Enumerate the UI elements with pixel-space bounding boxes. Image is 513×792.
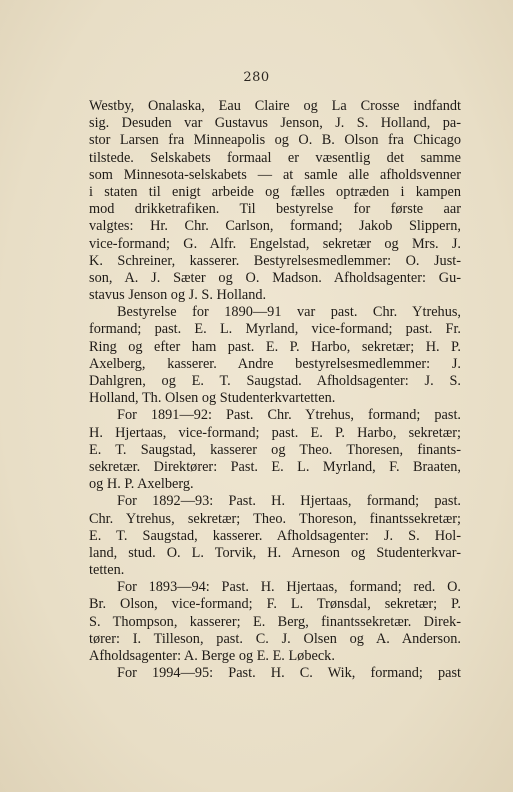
text-line: og H. P. Axelberg. [89, 476, 194, 493]
text-line: sig. Desuden var Gustavus Jenson, J. S. Holland, pa- [89, 115, 461, 132]
text-line: E. T. Saugstad, kasserer og Theo. Thoresen, finants- [89, 441, 461, 458]
text-line: Br. Olson, vice-formand; F. L. Trønsdal, sekretær; P. [89, 596, 461, 613]
text-line: Dahlgren, og E. T. Saugstad. Afholdsagenter: J. S. [89, 373, 461, 389]
text-line: Westby, Onalaska, Eau Claire og La Crosse indfandt [89, 98, 461, 114]
text-line: For 1994—95: Past. H. C. Wik, formand; past [117, 665, 461, 682]
text-line: H. Hjertaas, vice-formand; past. E. P. Harbo, sekretær; [89, 424, 461, 441]
text-line: Holland, Th. Olsen og Studenterkvartetten. [89, 390, 336, 407]
text-line: stor Larsen fra Minneapolis og O. B. Olson fra Chicago [89, 132, 461, 149]
text-line: som Minnesota-selskabets — at samle alle afholdsvenner [89, 166, 461, 183]
text-line: sekretær. Direktører: Past. E. L. Myrland, F. Braaten, [89, 458, 461, 475]
text-line: valgtes: Hr. Chr. Carlson, formand; Jakob Slippern, [89, 218, 461, 235]
text-line: Chr. Ytrehus, sekretær; Theo. Thoreson, finantssekretær; [89, 510, 461, 527]
text-line: For 1893—94: Past. H. Hjertaas, formand; red. O. [117, 579, 461, 596]
text-line: formand; past. E. L. Myrland, vice-formand; past. Fr. [89, 321, 461, 338]
text-line: i staten til enigt arbeide og fælles optræden i kampen [89, 183, 461, 200]
text-line: Afholdsagenter: A. Berge og E. E. Løbeck. [89, 648, 335, 664]
text-line: E. T. Saugstad, kasserer. Afholdsagenter: J. S. Hol- [89, 527, 461, 544]
text-line: mod drikketrafiken. Til bestyrelse for første aar [89, 201, 461, 218]
page-number: 280 [243, 70, 270, 85]
text-line: tetten. [89, 562, 125, 579]
text-line: tilstede. Selskabets formaal er væsentlig det samme [89, 149, 461, 166]
text-line: Bestyrelse for 1890—91 var past. Chr. Ytrehus, [117, 304, 461, 321]
body-text [89, 98, 461, 682]
text-line: Axelberg, kasserer. Andre bestyrelsesmedlemmer: J. [89, 355, 461, 372]
text-line: Ring og efter ham past. E. P. Harbo, sekretær; H. P. [89, 338, 461, 355]
text-line: tører: I. Tilleson, past. C. J. Olsen og A. Anderson. [89, 630, 461, 647]
text-line: son, A. J. Sæter og O. Madson. Afholdsagenter: Gu- [89, 269, 461, 286]
text-line: S. Thompson, kasserer; E. Berg, finantssekretær. Direk- [89, 613, 461, 630]
text-line: K. Schreiner, kasserer. Bestyrelsesmedlemmer: O. Just- [89, 252, 461, 269]
text-line: For 1891—92: Past. Chr. Ytrehus, formand; past. [117, 407, 461, 424]
text-line: vice-formand; G. Alfr. Engelstad, sekretær og Mrs. J. [89, 235, 461, 252]
text-line: stavus Jenson og J. S. Holland. [89, 287, 267, 304]
text-line: For 1892—93: Past. H. Hjertaas, formand; past. [117, 493, 461, 510]
text-line: land, stud. O. L. Torvik, H. Arneson og Studenterkvar- [89, 544, 461, 561]
